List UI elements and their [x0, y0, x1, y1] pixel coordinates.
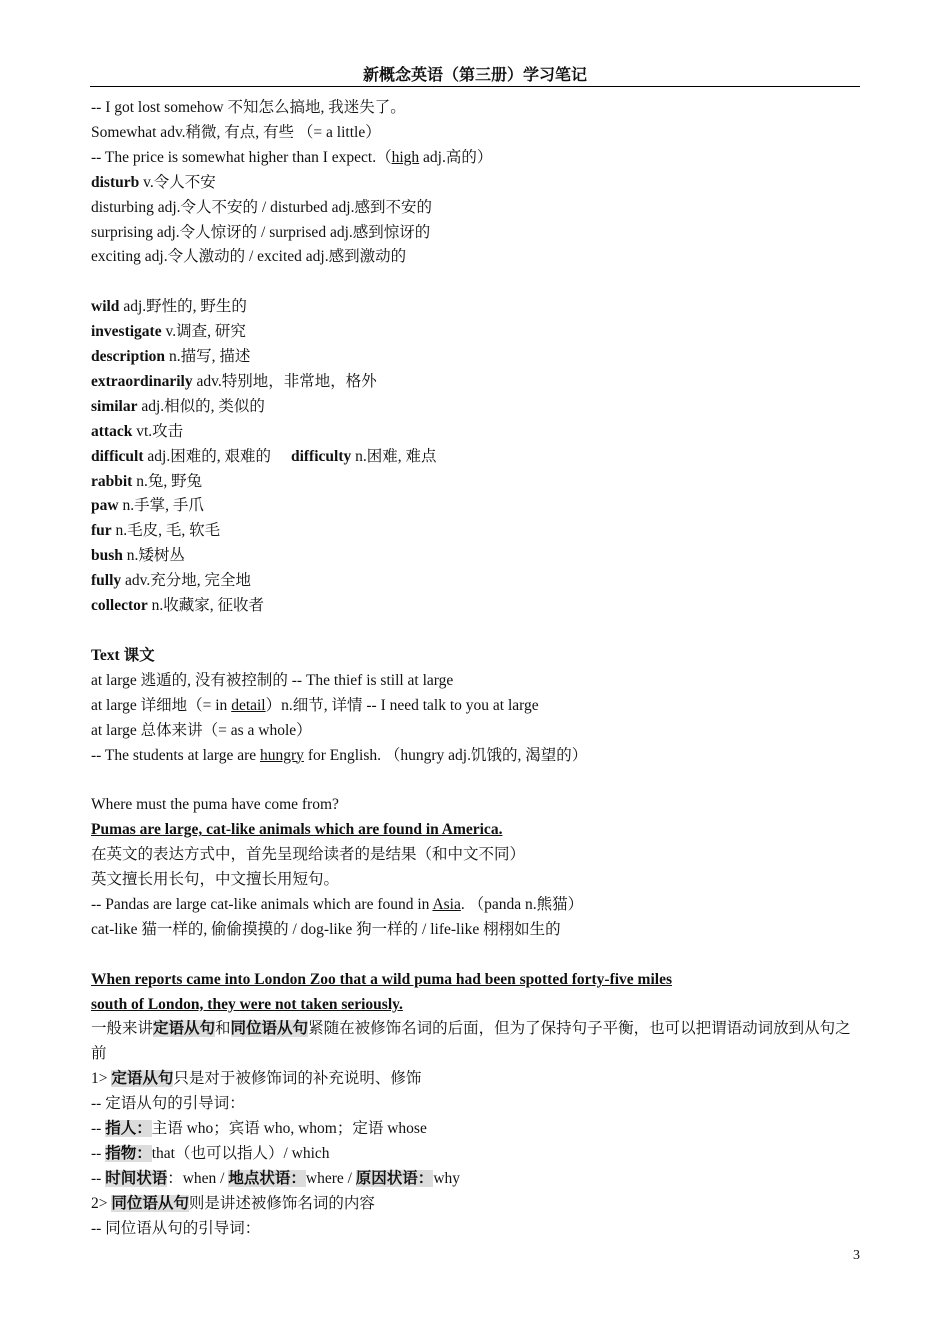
vocab-word: disturb: [91, 173, 140, 191]
text-run: why: [433, 1169, 461, 1187]
vocab-word: extraordinarily: [91, 372, 193, 390]
note-line: 英文擅长用长句，中文擅长用短句。: [91, 871, 340, 889]
note-line: at large 逃遁的, 没有被控制的 -- The thief is still at large: [91, 671, 454, 689]
vocab-definition: n.描写, 描述: [165, 348, 251, 366]
vocab-word: description: [91, 348, 166, 366]
vocab-word: fur: [91, 522, 112, 540]
highlighted-term: 定语从句: [111, 1070, 174, 1088]
note-line: surprising adj.令人惊讶的 / surprised adj.感到惊讶的: [91, 223, 431, 241]
vocab-word: rabbit: [91, 472, 133, 490]
text-run: ：when /: [167, 1169, 229, 1187]
vocab-entry: [91, 544, 861, 569]
text-run: -- The students at large are: [91, 746, 261, 764]
note-line: [91, 1142, 861, 1167]
underlined-word: hungry: [260, 746, 304, 764]
highlighted-term: 原因状语：: [355, 1169, 434, 1187]
text-run: 2>: [91, 1194, 112, 1212]
vocab-word: difficult: [91, 447, 144, 465]
highlighted-term: 同位语从句: [230, 1020, 309, 1038]
text-run: that（也可以指人）/ which: [151, 1145, 330, 1162]
vocab-entry: [91, 569, 861, 594]
key-sentence-text: Pumas are large, cat-like animals which are found in America.: [91, 821, 503, 839]
note-line: exciting adj.令人激动的 / excited adj.感到激动的: [91, 248, 407, 266]
note-line: [91, 1167, 861, 1192]
vocab-definition: n.兔, 野兔: [132, 472, 203, 490]
vocab-entry: [91, 445, 861, 470]
note-line: [91, 1117, 861, 1142]
note-line: -- 同位语从句的引导词：: [91, 1219, 261, 1237]
text-run: 主语 who；宾语 who, whom；定语 whose: [151, 1120, 427, 1138]
vocab-definition: v.令人不安: [139, 173, 216, 191]
blank-line: [91, 270, 861, 295]
vocab-definition: adv.充分地, 完全地: [121, 572, 252, 590]
note-line: [91, 1192, 861, 1217]
header-rule: [90, 86, 860, 87]
vocab-definition: adv.特别地，非常地，格外: [192, 372, 377, 390]
text-run: 和: [215, 1020, 231, 1038]
section-heading-text: Text 课文: [91, 646, 155, 664]
text-run: 紧随在被修饰名词的后面，但为了保持句子平衡，也可以把谓语动词放到从句之前: [91, 1020, 851, 1063]
text-run: --: [91, 1145, 106, 1162]
text-run: --: [91, 1120, 106, 1138]
key-sentence: [91, 818, 861, 843]
notes-body: [91, 96, 861, 1242]
text-run: --: [91, 1169, 106, 1187]
blank-line: [91, 619, 861, 644]
vocab-word: investigate: [91, 323, 162, 341]
vocab-word: difficulty: [290, 447, 352, 465]
note-line: [91, 146, 861, 171]
text-run: 只是对于被修饰词的补充说明、修饰: [173, 1070, 422, 1088]
vocab-definition: n.毛皮, 毛, 软毛: [111, 522, 221, 540]
highlighted-term: 时间状语: [105, 1169, 168, 1187]
vocab-entry: [91, 395, 861, 420]
note-line: at large 总体来讲（= as a whole）: [91, 721, 312, 739]
highlighted-term: 同位语从句: [111, 1194, 189, 1212]
vocab-word: attack: [91, 422, 133, 440]
vocab-definition: adj.野性的, 野生的: [119, 298, 247, 316]
highlighted-term: 定语从句: [153, 1020, 216, 1038]
vocab-definition: n.手掌, 手爪: [118, 497, 204, 515]
vocab-entry: [91, 345, 861, 370]
vocab-entry: [91, 295, 861, 320]
blank-line: [91, 768, 861, 793]
vocab-definition: vt.攻击: [132, 422, 184, 440]
key-sentence-text: south of London, they were not taken seriously.: [91, 995, 403, 1013]
question-line: Where must the puma have come from?: [91, 796, 339, 814]
vocab-word: collector: [91, 597, 148, 615]
highlighted-term: 指物：: [105, 1145, 152, 1162]
vocab-word: fully: [91, 572, 122, 590]
vocab-entry: [91, 594, 861, 619]
text-run: -- The price is somewhat higher than I expect.（: [91, 148, 392, 166]
vocab-definition: n.困难, 难点: [351, 447, 437, 465]
page-number: 3: [853, 1248, 860, 1263]
vocab-entry: [91, 420, 861, 445]
note-line: 在英文的表达方式中，首先呈现给读者的是结果（和中文不同）: [91, 846, 526, 864]
note-line: [91, 893, 861, 918]
page-header-title: 新概念英语（第三册）学习笔记: [362, 65, 587, 84]
note-line: -- 定语从句的引导词：: [91, 1095, 245, 1113]
vocab-entry: [91, 320, 861, 345]
text-run: 则是讲述被修饰名词的内容: [188, 1194, 375, 1212]
text-run: . （panda n.熊猫）: [460, 895, 584, 913]
text-run: where /: [305, 1169, 356, 1187]
vocab-definition: adj.相似的, 类似的: [137, 397, 265, 415]
key-sentence: [91, 993, 861, 1018]
section-heading: [91, 644, 861, 669]
text-run: at large 详细地（= in: [91, 696, 232, 714]
text-run: 一般来讲: [91, 1020, 154, 1038]
key-sentence: [91, 968, 861, 993]
vocab-word: wild: [91, 298, 120, 316]
note-line: [91, 1067, 861, 1092]
underlined-word: Asia: [432, 895, 461, 913]
underlined-word: detail: [231, 696, 266, 714]
text-run: adj.高的）: [419, 148, 493, 166]
note-line: [91, 694, 861, 719]
note-line: Somewhat adv.稍微, 有点, 有些 （= a little）: [91, 123, 381, 141]
text-run: for English. （hungry adj.饥饿的, 渴望的）: [303, 746, 588, 764]
highlighted-term: 指人：: [105, 1120, 152, 1138]
text-run: ）n.细节, 详情 -- I need talk to you at large: [265, 696, 539, 714]
note-paragraph: [91, 1017, 861, 1067]
text-run: -- Pandas are large cat-like animals which are found in: [91, 895, 433, 913]
note-line: cat-like 猫一样的, 偷偷摸摸的 / dog-like 狗一样的 / life-like 栩栩如生的: [91, 920, 561, 938]
note-line: [91, 744, 861, 769]
vocab-entry: [91, 519, 861, 544]
vocab-definition: adj.困难的, 艰难的: [143, 447, 271, 465]
note-line: disturbing adj.令人不安的 / disturbed adj.感到不安的: [91, 198, 432, 216]
vocab-word: bush: [91, 547, 123, 565]
vocab-word: similar: [91, 397, 138, 415]
blank-line: [91, 943, 861, 968]
underlined-word: high: [391, 148, 420, 166]
note-line: -- I got lost somehow 不知怎么搞地, 我迷失了。: [91, 99, 406, 116]
vocab-entry: [91, 370, 861, 395]
vocab-definition: v.调查, 研究: [161, 323, 246, 341]
vocab-definition: n.收藏家, 征收者: [147, 597, 265, 615]
vocab-entry: [91, 470, 861, 495]
highlighted-term: 地点状语：: [228, 1169, 306, 1187]
vocab-word: paw: [91, 497, 119, 515]
vocab-definition: n.矮树丛: [122, 547, 185, 565]
vocab-entry: [91, 494, 861, 519]
key-sentence-text: When reports came into London Zoo that a wild puma had been spotted forty-five miles: [91, 970, 672, 988]
vocab-entry: [91, 171, 861, 196]
text-run: 1>: [91, 1070, 112, 1088]
